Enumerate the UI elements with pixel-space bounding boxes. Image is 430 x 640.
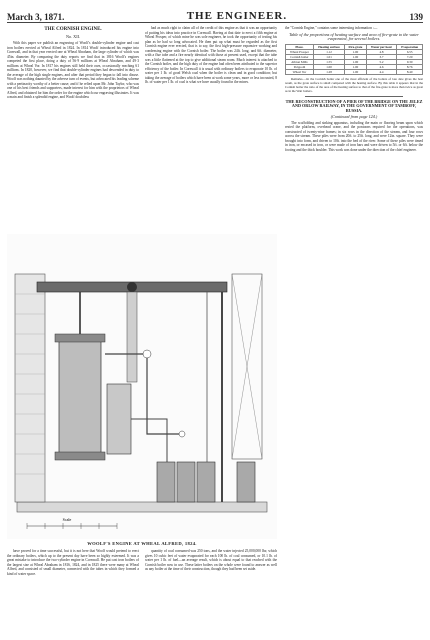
table-cell: 1.00 (345, 69, 366, 74)
table-cell: 1.12 (313, 49, 344, 54)
table-title: Table of the proportions of heating surface and area of fire-grate to the water evaporated, for several boilers. (289, 31, 419, 41)
page-header (7, 6, 423, 23)
table-header: Water per hour (366, 44, 397, 49)
table-cell: Wheal Prosper (286, 49, 314, 54)
table-cell: 9.30 (397, 59, 423, 64)
article-subheading: No. XII. (65, 33, 81, 39)
publication-title: THE ENGINEER. (186, 10, 288, 22)
table-cell: 1.00 (345, 59, 366, 64)
table-cell: 1.28 (313, 69, 344, 74)
table-cell: Cornish boiler (286, 54, 314, 59)
column-3 (285, 26, 423, 640)
second-article-heading: THE RECONSTRUCTION OF A PIER OF THE BRIDGE ON THE JELEZ AND ORLOW RAILWAY, IN THE GOVERNMENT OF TAMBOFF, RUSSIA. (285, 98, 423, 113)
lower-body-2: quantity of coal consumed was 250 tons, and the water injected 25,000,000 lbs; which gives 10 cubic feet of water evaporated for each 100 lb. of coal consumed, or 10.1 lb. of water per 1 lb. of fuel—an average result, which is about equal to that reached with the Cornish boiler now in use. These latter boilers on the whole were found to answer as well as any boiler at the time of their construction, though they had been set aside. (145, 549, 277, 571)
boiler-table (285, 44, 423, 75)
table-cell: 6.55 (397, 49, 423, 54)
article-body-continued: had as much right to claim all of the credit of this engine as that it was an opportunity of putting his ideas into practice in Cornwall. Having at that date to erect a fifth engine at Wheal Prosper, of which mine he was sole engineer, he took the opportunity of testing his plan as he had so long advocated. He then put up what must be regarded as the first Cornish engine ever erected, that is to say, the first high-pressure expansive working and condensing engine with the Cornish boiler. The boiler was 24ft. long, and 6ft. diameter, with a flue tube and a fire nearly identical with those at present used, except that the tube was a little flattened at the top to give additional steam room. Much interest is attached to the Cornish boiler, and the high duty of the engine had often been attributed to the superior efficiency of the boiler. In Cornwall it is usual with ordinary boilers to evaporate 10 lb. of water per 1 lb. of good Welsh coal when the boiler is clean and in good condition; but taking the average of boilers which have been at work some years, more or less incrusted, 8 lb. of water per 1 lb. of coal is what we have usually found in the mines. (145, 26, 277, 84)
table-row (286, 69, 423, 74)
lower-column-2 (145, 549, 277, 640)
lower-body-1: have proved for a time successful, but it is not here that Woolf would pretend to erect the ordinary boilers, which up to the present day have been so highly esteemed. It was a great mistake to introduce the two-cylinder engine in Cornwall. He put cast iron boilers of the largest size at Wheal Abraham in 1816, 1824, and in 1825 there were many at Wheal Alfred, and consisted of small diameter, connected with the tubes in which they formed a kind of water space. (7, 549, 139, 576)
scale-label: Scale (62, 517, 72, 522)
second-article-subheading: (Continued from page 124.) (330, 114, 378, 119)
table-intro: the "Cornish Engine," contains some interesting information :— (285, 26, 378, 30)
issue-date: March 3, 1871. (7, 12, 65, 22)
table-header: Evaporation (397, 44, 423, 49)
table-cell: 7.20 (397, 54, 423, 59)
table-cell: 1.00 (345, 49, 366, 54)
table-header: Fire-grate (345, 44, 366, 49)
engine-engraving (7, 234, 277, 539)
article-body: With this paper we publish an engraving of Woolf's double-cylinder engine and cast iron boilers erected at Wheal Alfred in 1824. In 1814 Woolf introduced his engine into Cornwall, and in that year erected one at Wheal Abraham, the large cylinder of which was 45in. diameter. By comparing the duty reports we find that in 1816 Woolf's engines competed the first place, doing a duty of 56·9 millions at Wheal Abraham, and 49·3 millions at Wheal Vor. In 1817 his engines still held their own, occasionally reaching 61 millions. In 1820, however, we find that double-cylinder engines had descended in duty to the average of the high single engines, and after that period they began to fall into disuse. Woolf was nothing daunted by the adverse turn of events, but advocated his leading scheme with a pertinacity worthy of a better cause; and if he relied upon Mr. John Taylor, who was one of his best friends and supporters, made interest for him with the proprietors of Wheal Alfred, and obtained for him the order for the engine which our engraving illustrates. It was a main and finish a splendid engine, and Woolf doubtless (7, 41, 139, 99)
lower-column-1 (7, 549, 139, 640)
table-cell: 4.4 (366, 69, 397, 74)
figure-caption: WOOLF'S ENGINE AT WHEAL ALFRED, 1824. (87, 541, 197, 546)
table-header: Heating surface (313, 44, 344, 49)
table-cell: 1.01 (313, 54, 344, 59)
table-cell: Polgooth (286, 64, 314, 69)
table-cell: 1.00 (345, 54, 366, 59)
table-cell: 3.7 (366, 54, 397, 59)
table-cell: 4.6 (366, 64, 397, 69)
table-remarks: Remarks.—In the Cornish boiler one of the most efficient of the boilers of late date gives the best result, as the grate surface is small compared with the heating surface. By this table it appears that in the Cornish boiler the ratio of the area of the heating surface to that of the fire-grate is more than twice as great as in the Watt boilers. (285, 76, 423, 93)
column-1 (7, 26, 139, 231)
table-cell: 5.2 (366, 59, 397, 64)
page-number: 139 (409, 12, 423, 22)
table-cell: 4.8 (366, 49, 397, 54)
table-cell: 1.55 (313, 59, 344, 64)
column-2 (145, 26, 277, 231)
table-cell: 8.76 (397, 64, 423, 69)
table-cell: 1.00 (313, 64, 344, 69)
table-cell: 8.40 (397, 69, 423, 74)
table-header: Place. (286, 44, 314, 49)
second-article-body: The scaffolding and sinking apparatus, including the main or flooring beam upon which rested the platform, overhead crane, and the pontoons required for the operations, was constructed of twenty-nine frames; in six rows in the direction of the stream, and four rows across the stream. These piles were from 20ft. to 25ft. long, and were 12in. square. They were brought into form, and driven to 10ft. into the bed of the river. Some of these piles were timed in iron, or encased in iron, or were made of iron bars and were driven to 5ft. or 6ft. below the footing and the thick boulder. This work was done under the direction of the chief engineer. (285, 120, 423, 152)
article-heading: THE CORNISH ENGINE. (44, 27, 102, 32)
table-cell: 1.00 (345, 64, 366, 69)
table-cell: Wheal Vor (286, 69, 314, 74)
table-cell: Albion Mills (286, 59, 314, 64)
